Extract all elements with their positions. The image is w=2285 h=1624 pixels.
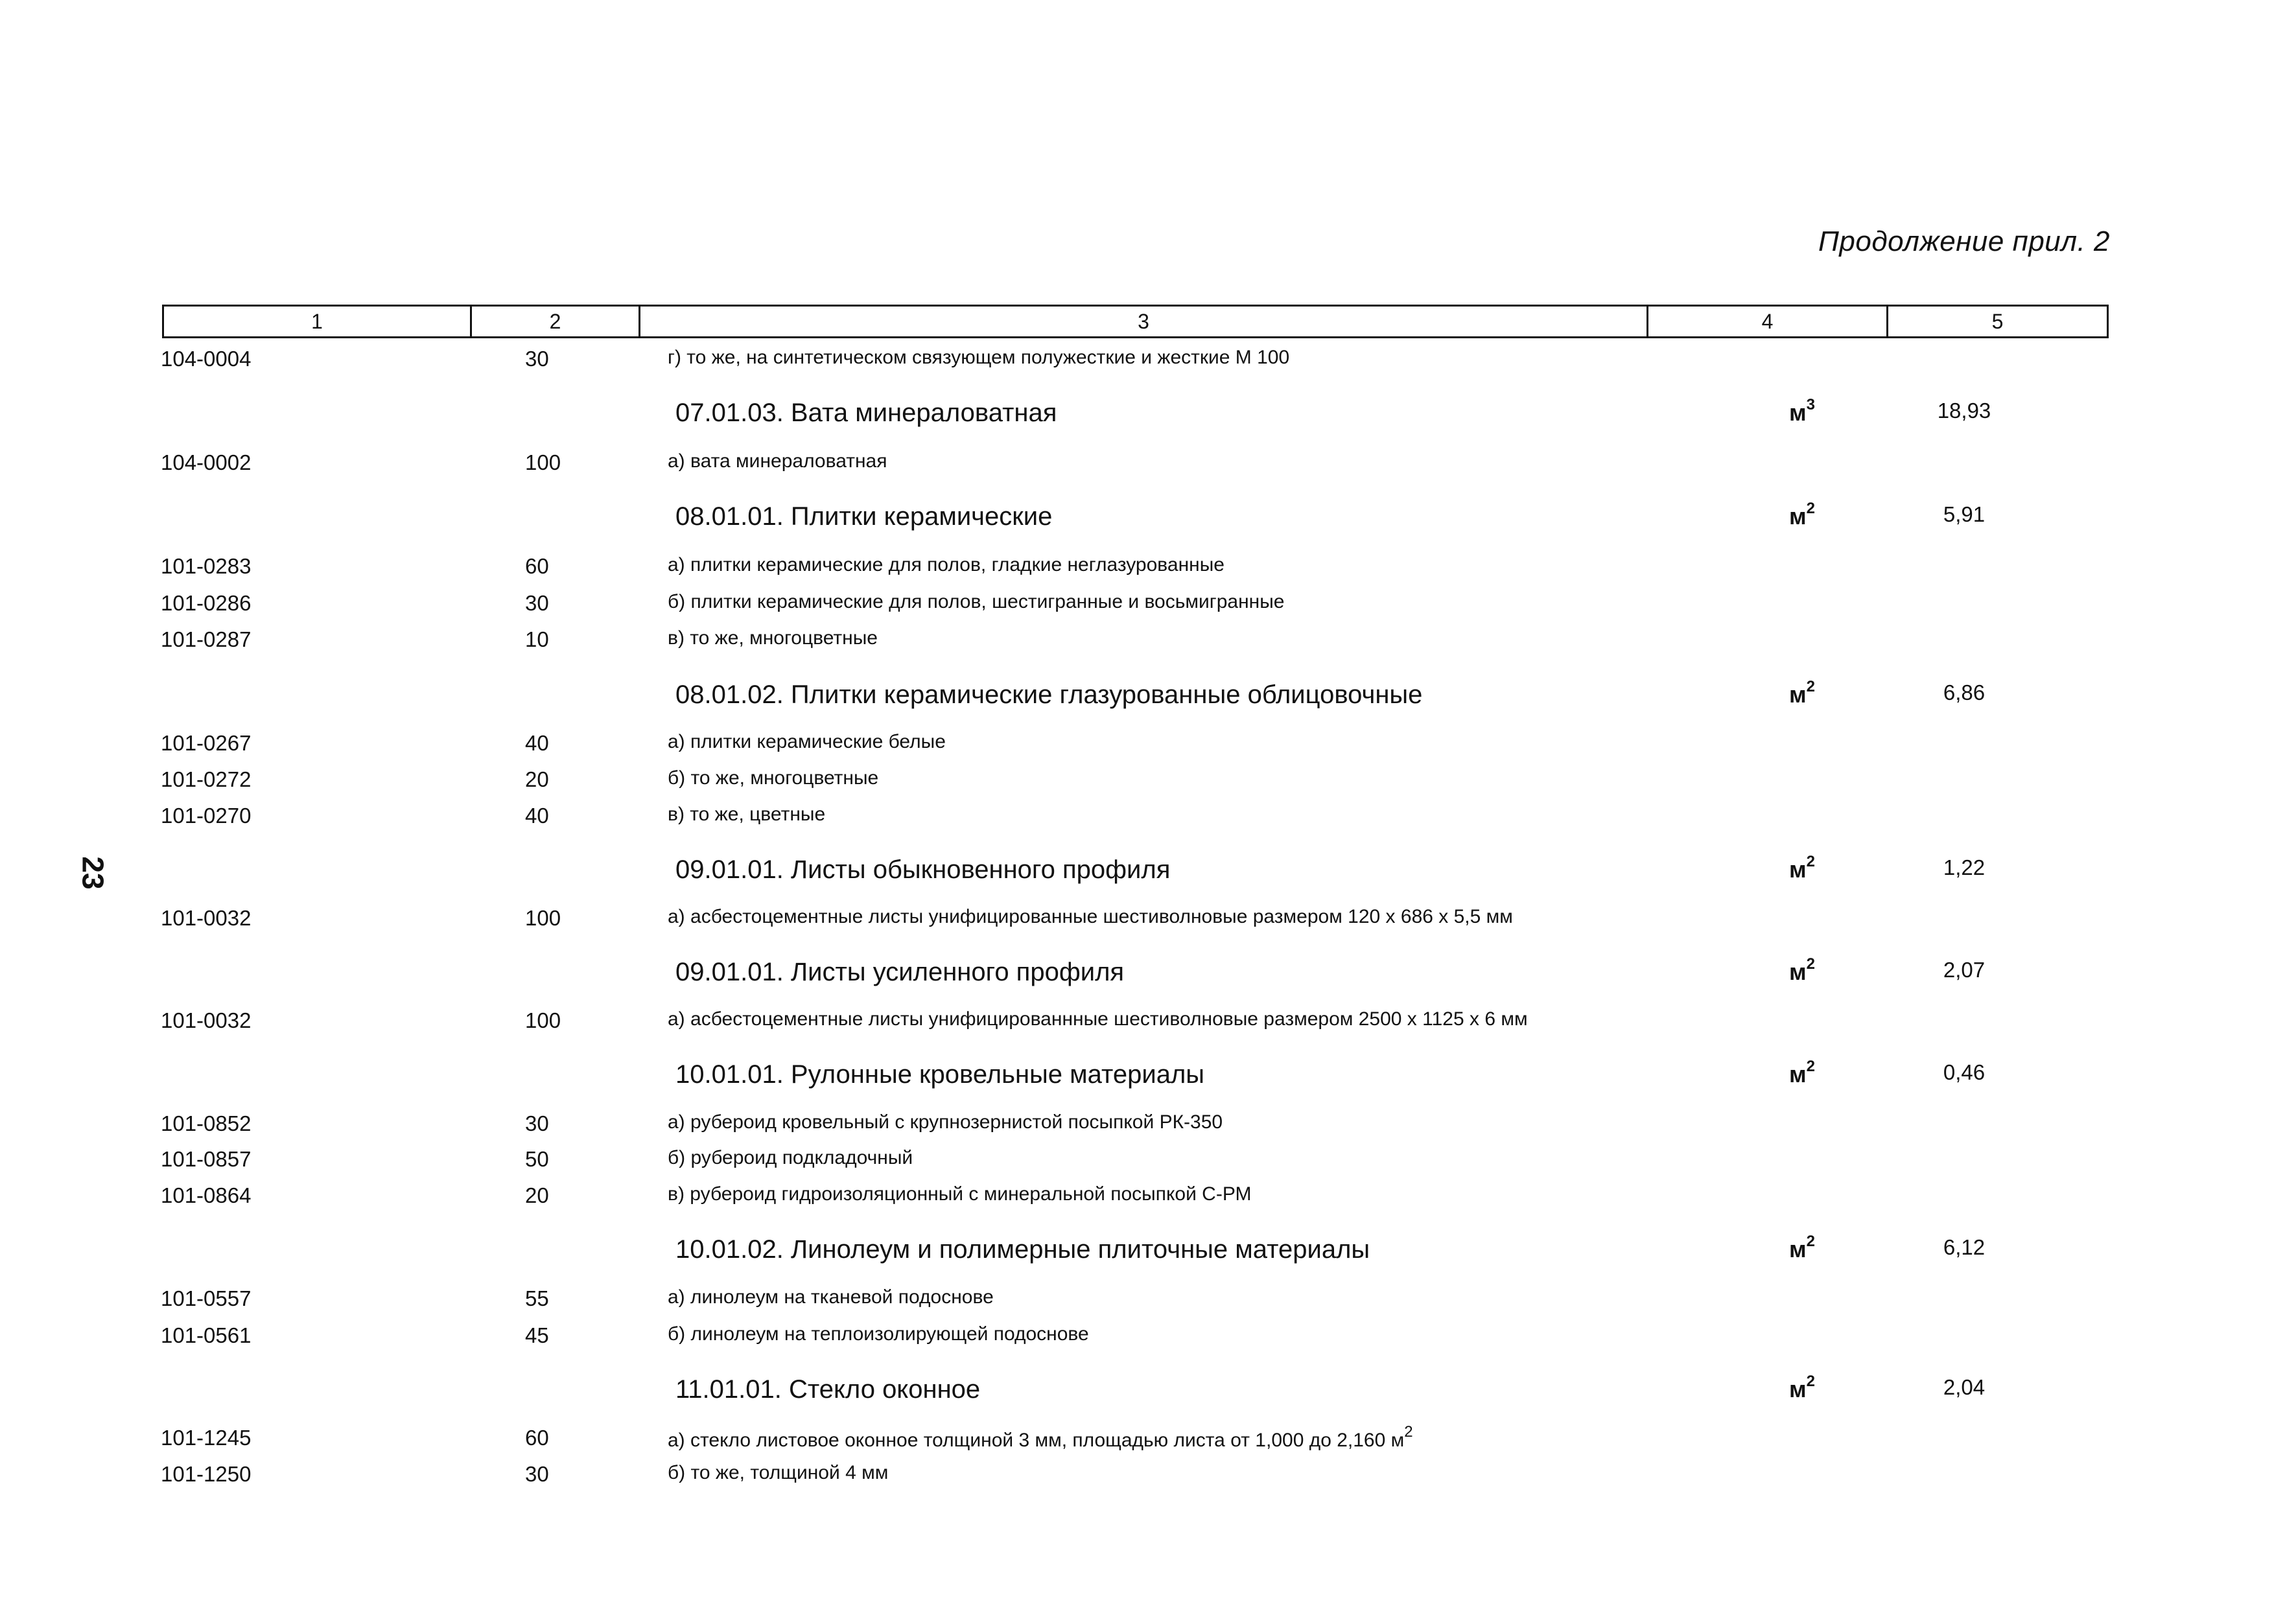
item-description — [668, 1423, 1413, 1452]
unit-text: м — [1789, 503, 1807, 529]
section-title: 10.01.02. Линолеум и полимерные плиточные материалы — [675, 1235, 1370, 1264]
unit-of-measure — [1750, 1060, 1854, 1088]
table-row — [0, 731, 2285, 763]
table-row — [0, 1323, 2285, 1356]
share-percent: 30 — [525, 1462, 549, 1486]
section-title: 11.01.01. Стекло оконное — [675, 1375, 981, 1404]
unit-text: м — [1789, 1061, 1807, 1087]
header-col-4: 4 — [1648, 307, 1888, 336]
table-row — [0, 1423, 2285, 1458]
item-description — [668, 804, 825, 826]
section-title: 09.01.01. Листы обыкновенного профиля — [675, 855, 1171, 884]
item-description-text: а) линолеум на тканевой подоснове — [668, 1286, 994, 1308]
unit-of-measure — [1750, 502, 1854, 530]
item-description — [668, 450, 887, 472]
item-description-text: б) линолеум на теплоизолирующей подоснове — [668, 1323, 1089, 1345]
table-row — [0, 1111, 2285, 1144]
unit-of-measure — [1750, 1375, 1854, 1403]
unit-superscript: 3 — [1806, 396, 1815, 413]
share-percent: 40 — [525, 731, 549, 755]
unit-superscript: 2 — [1806, 955, 1815, 973]
table-row — [0, 1183, 2285, 1216]
unit-superscript: 2 — [1806, 1058, 1815, 1075]
share-percent: 40 — [525, 804, 549, 828]
unit-text: м — [1789, 399, 1807, 426]
share-percent: 60 — [525, 1426, 549, 1450]
section-row — [0, 680, 2285, 713]
section-row — [0, 396, 2285, 431]
share-percent: 50 — [525, 1147, 549, 1171]
item-description — [668, 554, 1225, 576]
item-description — [668, 731, 946, 753]
item-description-text: а) плитки керамические белые — [668, 731, 946, 752]
item-description-text: б) плитки керамические для полов, шестигранные и восьмигранные — [668, 591, 1285, 612]
item-description-text: а) асбестоцементные листы унифицированные шестиволновые размером 120 х 686 х 5,5 мм — [668, 906, 1513, 927]
section-row — [0, 1375, 2285, 1408]
unit-of-measure — [1750, 855, 1854, 883]
table-row — [0, 554, 2285, 586]
unit-superscript: 2 — [1806, 853, 1815, 870]
unit-text: м — [1789, 681, 1807, 708]
unit-superscript: 2 — [1806, 500, 1815, 517]
item-description — [668, 591, 1284, 613]
item-description — [668, 767, 878, 789]
price-value: 18,93 — [1937, 399, 1991, 423]
table-row — [0, 906, 2285, 938]
section-title: 07.01.03. Вата минераловатная — [675, 399, 1057, 427]
section-row — [0, 855, 2285, 888]
resource-code: 101-0857 — [161, 1147, 252, 1171]
share-percent: 55 — [525, 1286, 549, 1310]
unit-of-measure — [1750, 680, 1854, 708]
item-description-text: г) то же, на синтетическом связующем полужесткие и жесткие М 100 — [668, 347, 1290, 368]
share-percent: 100 — [525, 450, 561, 474]
header-col-2: 2 — [472, 307, 640, 336]
item-description-text: а) стекло листовое оконное толщиной 3 мм, площадью листа от 1,000 до 2,160 м — [668, 1430, 1405, 1451]
header-col-1: 1 — [164, 307, 472, 336]
share-percent: 100 — [525, 906, 561, 930]
table-row — [0, 450, 2285, 483]
share-percent: 20 — [525, 767, 549, 791]
item-description — [668, 1286, 994, 1308]
resource-code: 101-0852 — [161, 1111, 252, 1135]
table-row — [0, 767, 2285, 800]
item-description-text: б) то же, толщиной 4 мм — [668, 1462, 889, 1483]
unit-superscript: 2 — [1806, 1233, 1815, 1250]
item-description-text: а) рубероид кровельный с крупнозернистой посыпкой РК-350 — [668, 1111, 1223, 1133]
item-description-text: в) то же, цветные — [668, 804, 826, 825]
resource-code: 101-1245 — [161, 1426, 252, 1450]
unit-of-measure — [1750, 396, 1854, 426]
resource-code: 101-0270 — [161, 804, 252, 828]
resource-code: 101-0557 — [161, 1286, 252, 1310]
section-row — [0, 1060, 2285, 1093]
share-percent: 20 — [525, 1183, 549, 1207]
section-row — [0, 502, 2285, 535]
price-value: 5,91 — [1943, 502, 1986, 526]
resource-code: 101-0286 — [161, 591, 252, 615]
share-percent: 60 — [525, 554, 549, 578]
table-row — [0, 804, 2285, 836]
header-col-5: 5 — [1991, 309, 2004, 333]
unit-of-measure — [1750, 955, 1854, 986]
resource-code: 104-0002 — [161, 450, 252, 474]
share-percent: 30 — [525, 347, 549, 371]
resource-code: 101-0864 — [161, 1183, 252, 1207]
section-row — [0, 1235, 2285, 1268]
header-col-3: 3 — [640, 307, 1648, 336]
continuation-caption: Продолжение прил. 2 — [1818, 226, 2110, 257]
section-title: 10.01.01. Рулонные кровельные материалы — [675, 1060, 1205, 1089]
item-description — [668, 1111, 1223, 1133]
item-description-text: в) рубероид гидроизоляционный с минеральной посыпкой С-РМ — [668, 1183, 1252, 1205]
table-row — [0, 1008, 2285, 1041]
item-description-text: а) асбестоцементные листы унифицированнные шестиволновые размером 2500 х 1125 х 6 мм — [668, 1008, 1528, 1030]
item-description — [668, 1147, 913, 1169]
price-value: 2,07 — [1943, 958, 1986, 982]
resource-code: 101-0032 — [161, 906, 252, 930]
share-percent: 10 — [525, 627, 549, 651]
share-percent: 30 — [525, 591, 549, 615]
price-value: 2,04 — [1943, 1375, 1986, 1399]
item-description — [668, 347, 1289, 369]
item-description — [668, 906, 1513, 928]
unit-of-measure — [1750, 1235, 1854, 1263]
section-title: 08.01.02. Плитки керамические глазурованные облицовочные — [675, 680, 1423, 709]
item-description-text: б) рубероид подкладочный — [668, 1147, 913, 1168]
table-row — [0, 1462, 2285, 1494]
section-row — [0, 955, 2285, 990]
unit-text: м — [1789, 958, 1807, 985]
table-row — [0, 627, 2285, 660]
share-percent: 30 — [525, 1111, 549, 1135]
price-value: 6,86 — [1943, 680, 1986, 704]
item-description — [668, 1008, 1528, 1030]
section-title: 09.01.01. Листы усиленного профиля — [675, 958, 1125, 986]
item-description-text: в) то же, многоцветные — [668, 627, 878, 649]
item-description — [668, 1462, 888, 1484]
item-description — [668, 1323, 1089, 1345]
unit-superscript: 2 — [1806, 1373, 1815, 1390]
resource-code: 101-1250 — [161, 1462, 252, 1486]
resource-code: 101-0032 — [161, 1008, 252, 1032]
item-description-text: б) то же, многоцветные — [668, 767, 879, 789]
share-percent: 100 — [525, 1008, 561, 1032]
unit-text: м — [1789, 856, 1807, 883]
unit-superscript: 2 — [1806, 678, 1815, 695]
unit-text: м — [1789, 1376, 1807, 1402]
price-value: 6,12 — [1943, 1235, 1986, 1259]
resource-code: 101-0283 — [161, 554, 252, 578]
unit-superscript: 2 — [1404, 1423, 1413, 1441]
table-row — [0, 1286, 2285, 1319]
section-title: 08.01.01. Плитки керамические — [675, 502, 1053, 531]
table-row — [0, 1147, 2285, 1179]
unit-text: м — [1789, 1236, 1807, 1262]
share-percent: 45 — [525, 1323, 549, 1347]
resource-code: 104-0004 — [161, 347, 252, 371]
page-number: 23 — [76, 856, 110, 890]
item-description — [668, 627, 878, 649]
price-value: 0,46 — [1943, 1060, 1986, 1084]
resource-code: 101-0287 — [161, 627, 252, 651]
price-value: 1,22 — [1943, 855, 1986, 879]
resource-code: 101-0272 — [161, 767, 252, 791]
table-row — [0, 347, 2285, 379]
item-description-text: а) вата минераловатная — [668, 450, 887, 472]
resource-code: 101-0267 — [161, 731, 252, 755]
resource-code: 101-0561 — [161, 1323, 252, 1347]
item-description — [668, 1183, 1252, 1205]
item-description-text: а) плитки керамические для полов, гладкие неглазурованные — [668, 554, 1225, 575]
table-row — [0, 591, 2285, 623]
